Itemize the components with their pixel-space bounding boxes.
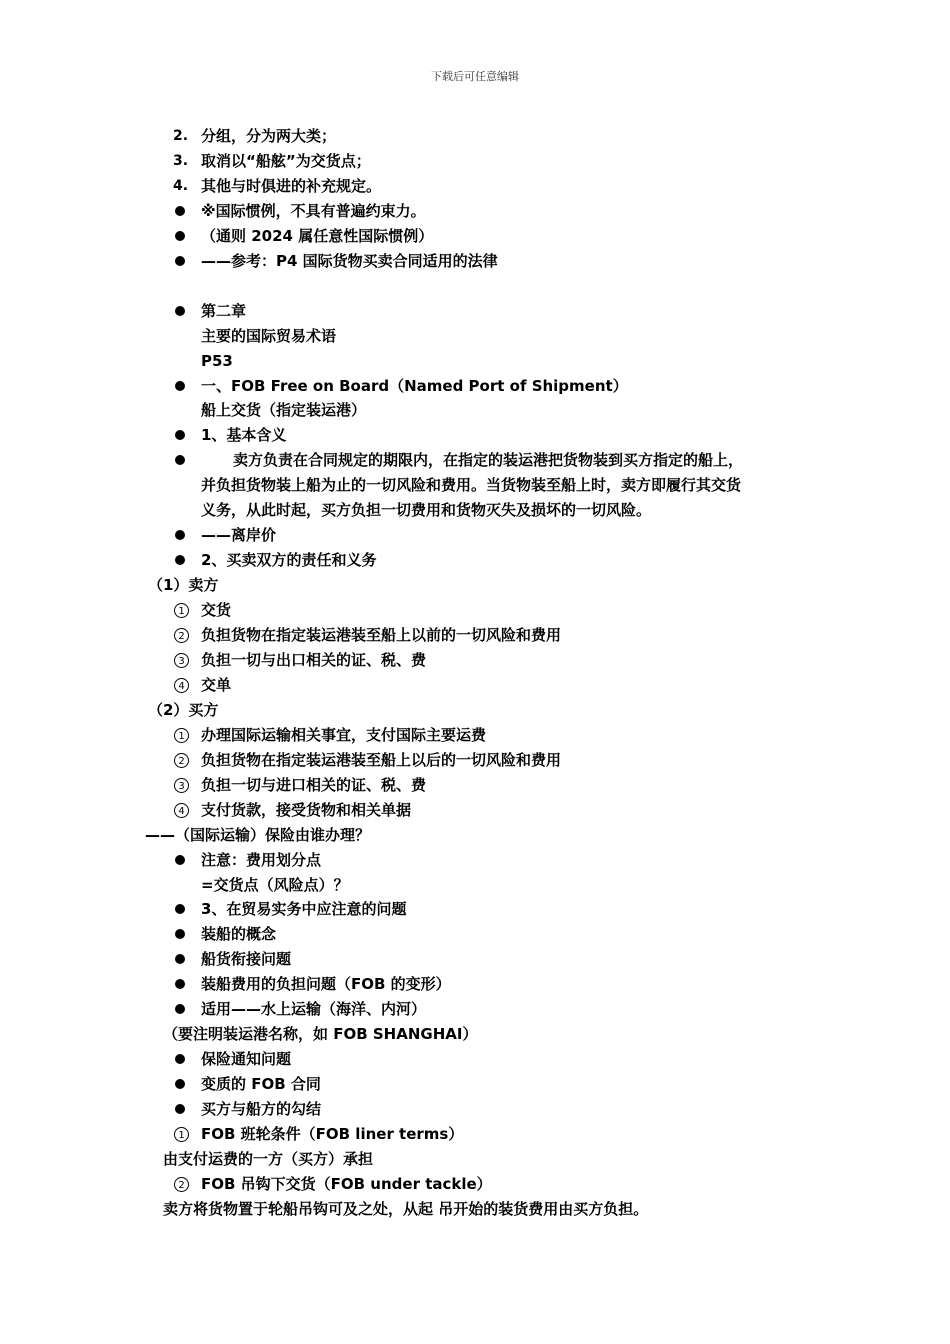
line-text [201, 997, 426, 1022]
line-text [201, 848, 321, 873]
circled-number-icon: 1 [174, 603, 189, 618]
list-number: 3. [173, 152, 189, 169]
line-text-content: =交货点（风险点）？ [201, 875, 349, 894]
line-text [201, 1172, 492, 1197]
line-text [145, 823, 370, 848]
doc-line [0, 1072, 950, 1097]
bullet-icon [175, 929, 185, 939]
list-number: 4. [173, 177, 189, 194]
doc-line [0, 848, 950, 873]
circled-number-icon: 2 [174, 1177, 189, 1192]
line-text [163, 1197, 648, 1222]
circled-number-icon: 3 [174, 778, 189, 793]
doc-line [0, 374, 950, 399]
line-text [201, 349, 233, 374]
line-text-content: 义务，从此时起，买方负担一切费用和货物灭失及损坏的一切风险。 [201, 501, 652, 520]
line-text-content: 3、在贸易实务中应注意的问题 [201, 900, 407, 919]
bullet-icon [175, 306, 185, 316]
doc-line [0, 897, 950, 922]
line-text [148, 573, 218, 598]
doc-line [0, 398, 950, 423]
doc-line [0, 274, 950, 299]
doc-line [0, 623, 950, 648]
line-text [201, 174, 381, 199]
doc-line [0, 224, 950, 249]
line-text [201, 448, 743, 473]
bullet-icon [175, 256, 185, 266]
line-text-content: 负担货物在指定装运港装至船上以前的一切风险和费用 [201, 626, 562, 644]
doc-line [0, 573, 950, 598]
line-text [201, 873, 349, 898]
line-text [201, 324, 336, 349]
doc-line [0, 798, 950, 823]
list-number: 2. [173, 128, 189, 144]
doc-line [0, 698, 950, 723]
circled-number-icon: 1 [174, 728, 189, 743]
line-text [201, 922, 276, 947]
line-text-content: 卖方负责在合同规定的期限内，在指定的装运港把货物装到买方指定的船上， [233, 451, 744, 470]
doc-line [0, 1022, 950, 1047]
line-text [201, 423, 286, 448]
line-text [201, 1122, 463, 1147]
doc-line [0, 423, 950, 448]
doc-line [0, 548, 950, 573]
line-text [201, 224, 433, 249]
line-text [201, 897, 406, 922]
doc-line [0, 1047, 950, 1072]
line-text-content: （通则 2024 属任意性国际惯例） [201, 226, 434, 245]
doc-line [0, 349, 950, 374]
circled-number-icon: 2 [174, 628, 189, 643]
line-text-content: 办理国际运输相关事宜，支付国际主要运费 [201, 725, 487, 744]
line-text-content: 适用——水上运输（海洋、内河） [201, 1000, 427, 1019]
line-text [201, 199, 426, 224]
line-text [201, 398, 366, 423]
circled-number-icon: 2 [174, 753, 189, 768]
line-text-content: 负担一切与进口相关的证、税、费 [201, 775, 427, 794]
doc-line [0, 1147, 950, 1172]
line-text-content: 第二章 [201, 301, 247, 320]
line-text [201, 1047, 291, 1072]
doc-line [0, 947, 950, 972]
line-text [201, 523, 276, 548]
doc-line [0, 673, 950, 698]
line-text-content: 船上交货（指定装运港） [201, 401, 367, 420]
doc-line [0, 1097, 950, 1122]
line-text-content: 支付货款，接受货物和相关单据 [201, 800, 412, 819]
circled-number-icon: 3 [174, 653, 189, 668]
line-text [201, 648, 426, 673]
line-text-content: 2、买卖双方的责任和义务 [201, 551, 377, 570]
line-text [201, 374, 628, 399]
line-text [148, 698, 218, 723]
doc-line [0, 448, 950, 473]
doc-line [0, 174, 950, 199]
doc-line [0, 997, 950, 1022]
bullet-icon [175, 904, 185, 914]
line-text [163, 1147, 373, 1172]
circled-number-icon: 1 [174, 1127, 189, 1142]
bullet-icon [175, 1004, 185, 1014]
doc-line [0, 473, 950, 498]
bullet-icon [175, 381, 185, 391]
line-text [163, 1022, 477, 1047]
line-text [201, 473, 741, 498]
line-text [201, 798, 411, 823]
doc-line [0, 124, 950, 149]
line-text [201, 748, 561, 773]
line-text [201, 972, 451, 997]
line-text-content: 船货衔接问题 [201, 950, 292, 969]
line-text-content: ——（国际运输）保险由谁办理？ [145, 825, 371, 844]
line-text-content: 一、FOB Free on Board（Named Port of Shipment） [201, 376, 628, 395]
page-header: 下载后可任意编辑 [431, 70, 519, 83]
doc-line [0, 324, 950, 349]
line-text [201, 623, 561, 648]
line-text-content: 分组，分为两大类； [201, 127, 337, 145]
doc-line [0, 299, 950, 324]
doc-line [0, 598, 950, 623]
doc-line [0, 723, 950, 748]
line-text [201, 498, 651, 523]
line-text-content: 买方与船方的勾结 [201, 1100, 322, 1119]
line-text-content: P53 [201, 351, 233, 370]
circled-number-icon: 4 [174, 678, 189, 693]
bullet-icon [175, 855, 185, 865]
doc-line [0, 1172, 950, 1197]
doc-line [0, 648, 950, 673]
line-text-content: 装船的概念 [201, 925, 277, 944]
line-text-content: 保险通知问题 [201, 1050, 292, 1069]
line-text [201, 773, 426, 798]
line-text-content: 注意：费用划分点 [201, 850, 322, 869]
line-text-content: ※国际惯例，不具有普遍约束力。 [201, 201, 426, 220]
line-text-content: （要注明装运港名称，如 FOB SHANGHAI） [163, 1025, 478, 1044]
line-text-content: 卖方将货物置于轮船吊钩可及之处，从起 吊开始的装货费用由买方负担。 [163, 1199, 649, 1218]
doc-line [0, 922, 950, 947]
line-text-content: 变质的 FOB 合同 [201, 1075, 321, 1094]
line-text-content: ——离岸价 [201, 526, 277, 545]
doc-line [0, 1122, 950, 1147]
line-text [201, 598, 231, 623]
bullet-icon [175, 206, 185, 216]
doc-line [0, 149, 950, 174]
doc-line [0, 199, 950, 224]
line-text-content: 并负担货物装上船为止的一切风险和费用。当货物装至船上时，卖方即履行其交货 [201, 476, 742, 495]
line-text-content: 负担一切与出口相关的证、税、费 [201, 650, 427, 669]
line-text-content: 交货 [201, 601, 232, 620]
line-text [201, 1097, 321, 1122]
line-text-content: 取消以“船舷”为交货点； [201, 151, 371, 170]
bullet-icon [175, 231, 185, 241]
line-text-content: 1、基本含义 [201, 426, 287, 445]
line-text-content: （1）卖方 [148, 576, 219, 595]
line-text-content: 负担货物在指定装运港装至船上以后的一切风险和费用 [201, 750, 562, 769]
bullet-icon [175, 979, 185, 989]
line-text-content: 由支付运费的一方（买方）承担 [163, 1149, 374, 1168]
doc-line [0, 249, 950, 274]
line-text-content: FOB 吊钩下交货（FOB under tackle） [201, 1174, 492, 1193]
line-text-content: ——参考：P4 国际货物买卖合同适用的法律 [201, 251, 498, 270]
bullet-icon [175, 430, 185, 440]
circled-number-icon: 4 [174, 803, 189, 818]
line-text [201, 149, 371, 174]
line-text-content: 交单 [201, 675, 232, 694]
doc-line [0, 748, 950, 773]
line-text [201, 673, 231, 698]
bullet-icon [175, 1079, 185, 1089]
line-text-content: 主要的国际贸易术语 [201, 326, 337, 345]
bullet-icon [175, 1104, 185, 1114]
doc-line [0, 873, 950, 898]
bullet-icon [175, 530, 185, 540]
bullet-icon [175, 555, 185, 565]
bullet-icon [175, 1054, 185, 1064]
doc-line [0, 498, 950, 523]
doc-line [0, 823, 950, 848]
line-text [201, 249, 498, 274]
line-text-content: 装船费用的负担问题（FOB 的变形） [201, 975, 451, 994]
line-text [201, 947, 291, 972]
line-text-content: 其他与时俱进的补充规定。 [201, 176, 382, 195]
doc-line [0, 523, 950, 548]
bullet-icon [175, 954, 185, 964]
line-text [201, 299, 246, 324]
line-text [201, 124, 336, 149]
line-text [201, 1072, 321, 1097]
line-text-content: FOB 班轮条件（FOB liner terms） [201, 1125, 464, 1143]
doc-line [0, 773, 950, 798]
line-text [201, 723, 486, 748]
line-text-content: （2）买方 [148, 700, 219, 719]
doc-line [0, 1197, 950, 1222]
bullet-icon [175, 455, 185, 465]
doc-line [0, 972, 950, 997]
line-text [201, 548, 376, 573]
